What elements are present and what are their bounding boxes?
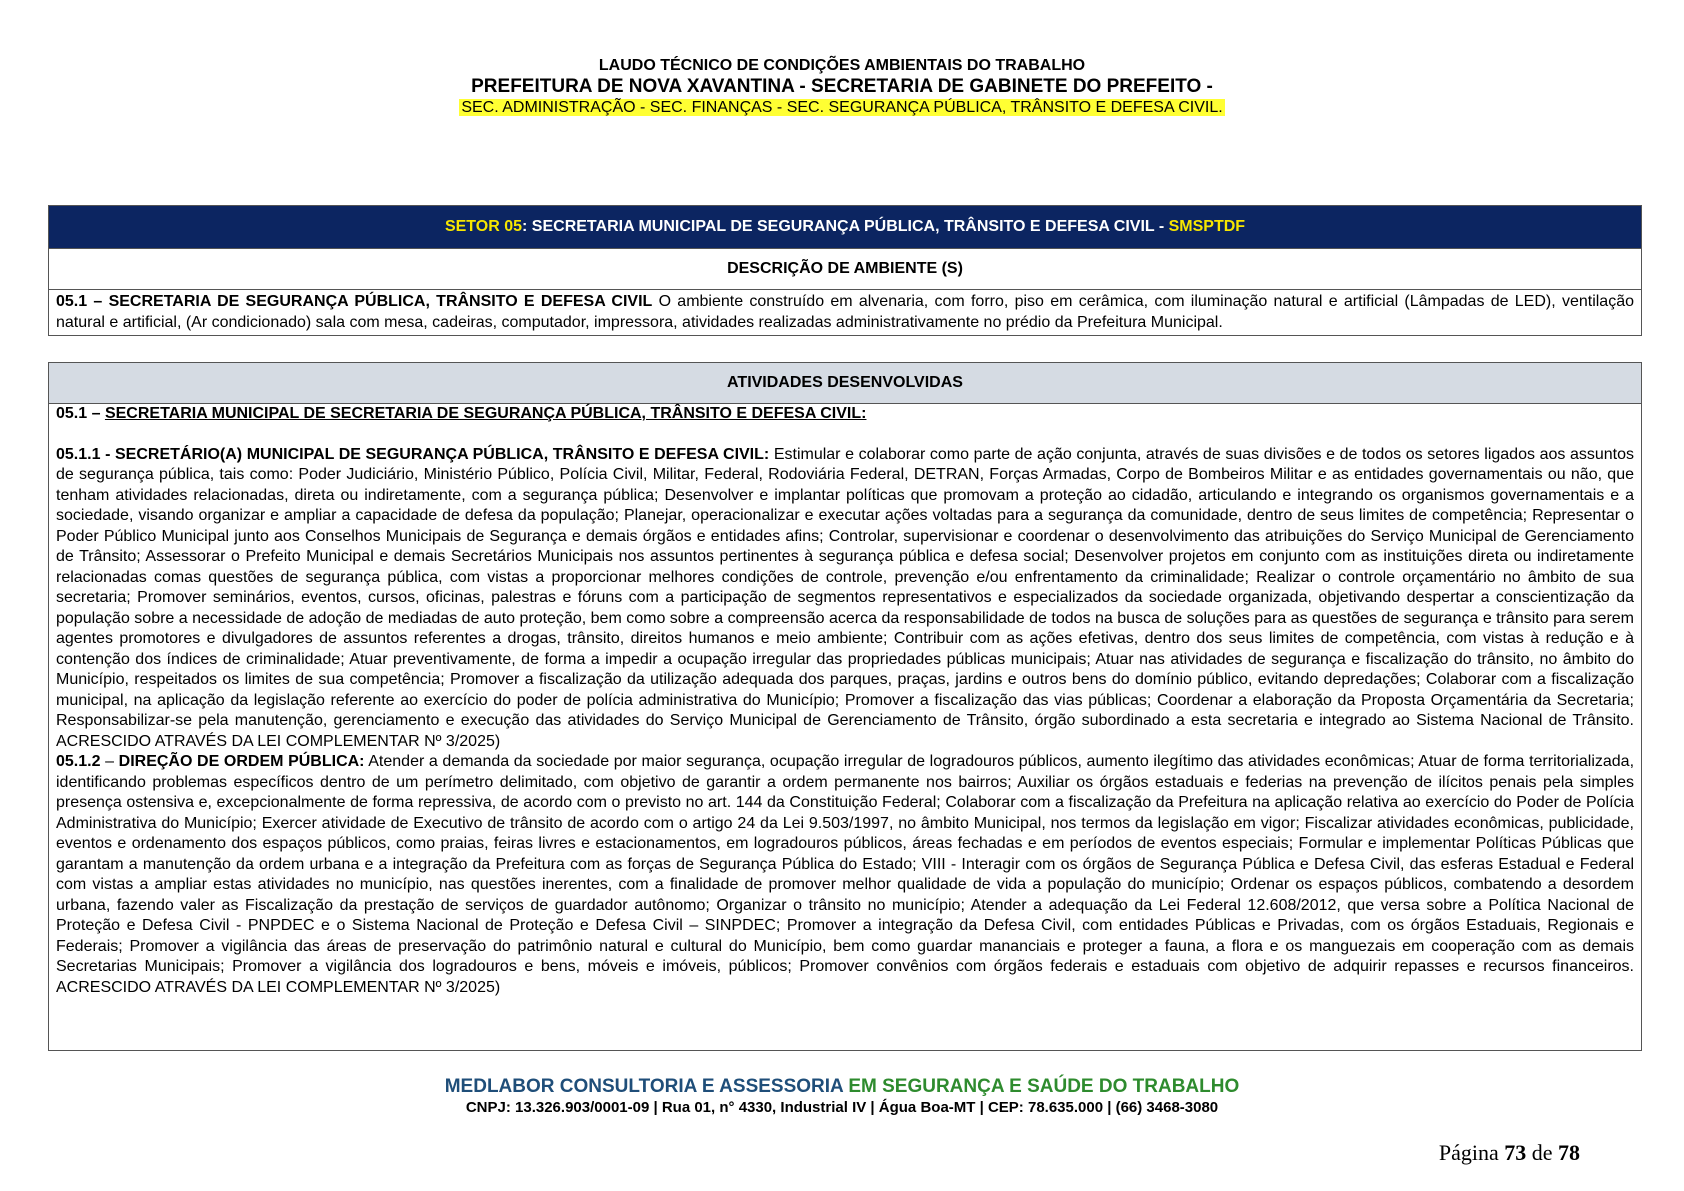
environment-description <box>49 289 1641 335</box>
activities-content <box>49 403 1641 998</box>
sector-acronym: SMSPTDF <box>1168 218 1246 235</box>
activity-item-2-heading: DIREÇÃO DE ORDEM PÚBLICA: <box>118 753 365 770</box>
environment-heading: 05.1 – SECRETARIA DE SEGURANÇA PÚBLICA, TRÂNSITO E DEFESA CIVIL <box>56 293 653 310</box>
document-footer <box>0 1076 1684 1118</box>
environment-description-title: DESCRIÇÃO DE AMBIENTE (S) <box>49 248 1641 289</box>
activity-item-2-text: Atender a demanda da sociedade por maior segurança, ocupação irregular de logradouros públicos, aumento ilegítimo das atividades econômicas; Atuar de forma territorializada, identificando problemas específicos dentro de um perímetro delimitado, com objetivo de garantir a ordem permanente nos bairros; Auxiliar os órgãos estaduais e federias na prevenção de ilícitos penais pela simples presença ostensiva e, excepcionalmente de forma repressiva, de acordo com o previsto no art. 144 da Constituição Federal; Colaborar com a fiscalização da Prefeitura na aplicação relativa ao exercício do Poder de Polícia Administrativa do Município; Exercer atividade de Executivo de trânsito de acordo com o artigo 24 da Lei 9.503/1997, no âmbito Municipal, nos termos da legislação em vigor; Fiscalizar atividades econômicas, publicidade, eventos e ordenamento dos espaços públicos, como praias, feiras livres e estacionamentos, em logradouros públicos, áreas fechadas e em períodos de eventos especiais; Formular e implementar Políticas Públicas que garantam a manutenção da ordem urbana e a integração da Prefeitura com as forças de Segurança Pública do Estado; VIII - Interagir com os órgãos de Segurança Pública e Defesa Civil, das esferas Estadual e Federal com vistas a ampliar estas atividades no município, nas questões inerentes, com a finalidade de promover melhor qualidade de vida a população do município; Ordenar os espaços públicos, combatendo a desordem urbana, fazendo valer as Fiscalização da prestação de serviços de guardador autônomo; Organizar o trânsito no município; Atender a adequação da Lei Federal 12.608/2012, que versa sobre a Política Nacional de Proteção e Defesa Civil - PNPDEC e o Sistema Nacional de Proteção e Defesa Civil – SINPDEC; Promover a integração da Defesa Civil, com entidades Públicas e Privadas, com os órgãos Estaduais, Regionais e Federais; Promover a vigilância das áreas de preservação do patrimônio natural e cultural do Município, bem como guardar mananciais e proteger a fauna, a flora e os manguezais em cooperação com as demais Secretarias Municipais; Promover a vigilância dos logradouros e bens, móveis e imóveis, públicos; Promover convênios com órgãos federais e estaduais com objetivo de adquirir repasses e recursos financeiros. ACRESCIDO ATRAVÉS DA LEI COMPLEMENTAR Nº 3/2025) <box>56 753 1635 996</box>
activities-title: ATIVIDADES DESENVOLVIDAS <box>49 363 1641 403</box>
sector-name: : SECRETARIA MUNICIPAL DE SEGURANÇA PÚBLICA, TRÂNSITO E DEFESA CIVIL - <box>522 218 1169 235</box>
activity-item-1-heading: 05.1.1 - SECRETÁRIO(A) MUNICIPAL DE SEGURANÇA PÚBLICA, TRÂNSITO E DEFESA CIVIL: <box>56 445 770 463</box>
activity-item-2: 05.1.2 – DIREÇÃO DE ORDEM PÚBLICA: Atender a demanda da sociedade por maior segurança, ocupação irregular de logradouros públicos, aumento ilegítimo das atividades econômicas; Atuar de forma territorializada, identificando problemas específicos dentro de um perímetro delimitado, com objetivo de garantir a ordem permanente nos bairros; Auxiliar os órgãos estaduais e federias na prevenção de ilícitos penais pela simples presença ostensiva e, excepcionalmente de forma repressiva, de acordo com o previsto no art. 144 da Constituição Federal; Colaborar com a fiscalização da Prefeitura na aplicação relativa ao exercício do Poder de Polícia Administrativa do Município; Exercer atividade de Executivo de trânsito de acordo com o artigo 24 da Lei 9.503/1997, no âmbito Municipal, nos termos da legislação em vigor; Fiscalizar atividades econômicas, publicidade, eventos e ordenamento dos espaços públicos, como praias, feiras livres e estacionamentos, em logradouros públicos, áreas fechadas e em períodos de eventos especiais; Formular e implementar Políticas Públicas que garantam a manutenção da ordem urbana e a integração da Prefeitura com as forças de Segurança Pública do Estado; VIII - Interagir com os órgãos de Segurança Pública e Defesa Civil, das esferas Estadual e Federal com vistas a ampliar estas atividades no município, nas questões inerentes, com a finalidade de promover melhor qualidade de vida a população do município; Ordenar os espaços públicos, combatendo a desordem urbana, fazendo valer as Fiscalização da prestação de serviços de guardador autônomo; Organizar o trânsito no município; Atender a adequação da Lei Federal 12.608/2012, que versa sobre a Política Nacional de Proteção e Defesa Civil - PNPDEC e o Sistema Nacional de Proteção e Defesa Civil – SINPDEC; Promover a integração da Defesa Civil, com entidades Públicas e Privadas, com os órgãos Estaduais, Regionais e Federais; Promover a vigilância das áreas de preservação do patrimônio natural e cultural do Município, bem como guardar mananciais e proteger a fauna, a flora e os manguezais em cooperação com as demais Secretarias Municipais; Promover a vigilância dos logradouros e bens, móveis e imóveis, públicos; Promover convênios com órgãos federais e estaduais com objetivo de adquirir repasses e recursos financeiros. ACRESCIDO ATRAVÉS DA LEI COMPLEMENTAR Nº 3/2025) <box>56 753 1635 996</box>
activities-table <box>48 362 1642 1051</box>
environment-text: O ambiente construído em alvenaria, com forro, piso em cerâmica, com iluminação natural e artificial (Lâmpadas de LED), ventilação natural e artificial, (Ar condicionado) sala com mesa, cadeiras, computador, impressora, atividades realizadas administrativamente no prédio da Prefeitura Municipal. <box>56 293 1634 331</box>
footer-address: CNPJ: 13.326.903/0001-09 | Rua 01, n° 4330, Industrial IV | Água Boa-MT | CEP: 78.635.000 | (66) 3468-3080 <box>465 1099 1219 1116</box>
page-current: 73 <box>1504 1140 1527 1165</box>
page-number: Página 73 de 78 <box>1438 1140 1580 1165</box>
sector-title-bar <box>49 206 1641 248</box>
environment-table <box>48 205 1642 336</box>
footer-company-name: MEDLABOR CONSULTORIA E ASSESSORIA <box>444 1076 844 1097</box>
activity-item-1-text: Estimular e colaborar como parte de ação conjunta, através de suas divisões e de todos os setores ligados aos assuntos de segurança pública, tais como: Poder Judiciário, Ministério Público, Polícia Civil, Militar, Federal, Rodoviária Federal, DETRAN, Forças Armadas, Corpo de Bombeiros Militar e as entidades governamentais ou não, que tenham atividades relacionadas, direta ou indiretamente, com a segurança pública; Desenvolver e implantar políticas que promovam a proteção ao cidadão, articulando e integrando os organismos governamentais e a sociedade, visando organizar e ampliar a capacidade de defesa da população; Planejar, operacionalizar e executar ações voltadas para a segurança da comunidade, dentro de seus limites de competência; Representar o Poder Público Municipal junto aos Conselhos Municipais de Segurança e demais órgãos e entidades afins; Controlar, supervisionar e coordenar o desenvolvimento das atribuições do Serviço Municipal de Gerenciamento de Trânsito; Assessorar o Prefeito Municipal e demais Secretários Municipais nos assuntos pertinentes à segurança pública e defesa social; Desenvolver projetos em conjunto com as instituições direta ou indiretamente relacionadas comas questões de segurança pública, com vistas a proporcionar melhores condições de controle, prevenção e/ou enfrentamento da criminalidade; Realizar o controle orçamentário no âmbito de sua secretaria; Promover seminários, eventos, cursos, oficinas, palestras e fóruns com a participação de segmentos representativos e especializados da sociedade organizada, objetivando despertar a conscientização da população sobre a necessidade de adoção de mediadas de auto proteção, bem como sobre a compreensão acerca da responsabilidade de todos na busca de soluções para as questões de segurança e trânsito para serem agentes promotores e divulgadores de assuntos referentes a drogas, trânsito, direitos humanos e meio ambiente; Contribuir com as ações efetivas, dentro dos seus limites de competência, com vistas à redução e à contenção dos índices de criminalidade; Atuar preventivamente, de forma a impedir a ocupação irregular das propriedades públicas municipais; Atuar nas atividades de segurança e fiscalização do trânsito, no âmbito do Município, respeitados os limites de sua competência; Promover a fiscalização da utilização adequada dos parques, praças, jardins e outros bens do domínio público, evitando depredações; Colaborar com a fiscalização municipal, na aplicação da legislação referente ao exercício do poder de polícia administrativa do Município; Promover a fiscalização das vias públicas; Coordenar a elaboração da Proposta Orçamentária da Secretaria; Responsabilizar-se pela manutenção, gerenciamento e execução das atividades do Serviço Municipal de Gerenciamento de Trânsito, órgão subordinado a esta secretaria e integrado ao Sistema Nacional de Trânsito. ACRESCIDO ATRAVÉS DA LEI COMPLEMENTAR Nº 3/2025) <box>56 445 1634 750</box>
header-line-3-highlighted: SEC. ADMINISTRAÇÃO - SEC. FINANÇAS - SEC. SEGURANÇA PÚBLICA, TRÂNSITO E DEFESA CIVIL. <box>461 99 1223 116</box>
activities-section-heading: SECRETARIA MUNICIPAL DE SECRETARIA DE SEGURANÇA PÚBLICA, TRÂNSITO E DEFESA CIVIL: <box>104 405 867 422</box>
sector-label: SETOR 05 <box>444 218 523 235</box>
activity-item-1 <box>56 445 1634 753</box>
header-line-2: PREFEITURA DE NOVA XAVANTINA - SECRETARIA DE GABINETE DO PREFEITO - <box>471 76 1213 97</box>
document-header <box>0 56 1684 118</box>
footer-company-tagline: EM SEGURANÇA E SAÚDE DO TRABALHO <box>843 1076 1240 1097</box>
activity-item-2-number: 05.1.2 <box>56 753 101 770</box>
header-line-1: LAUDO TÉCNICO DE CONDIÇÕES AMBIENTAIS DO TRABALHO <box>598 57 1086 74</box>
activities-section-number: 05.1 – <box>56 405 105 422</box>
page-total: 78 <box>1558 1140 1580 1165</box>
